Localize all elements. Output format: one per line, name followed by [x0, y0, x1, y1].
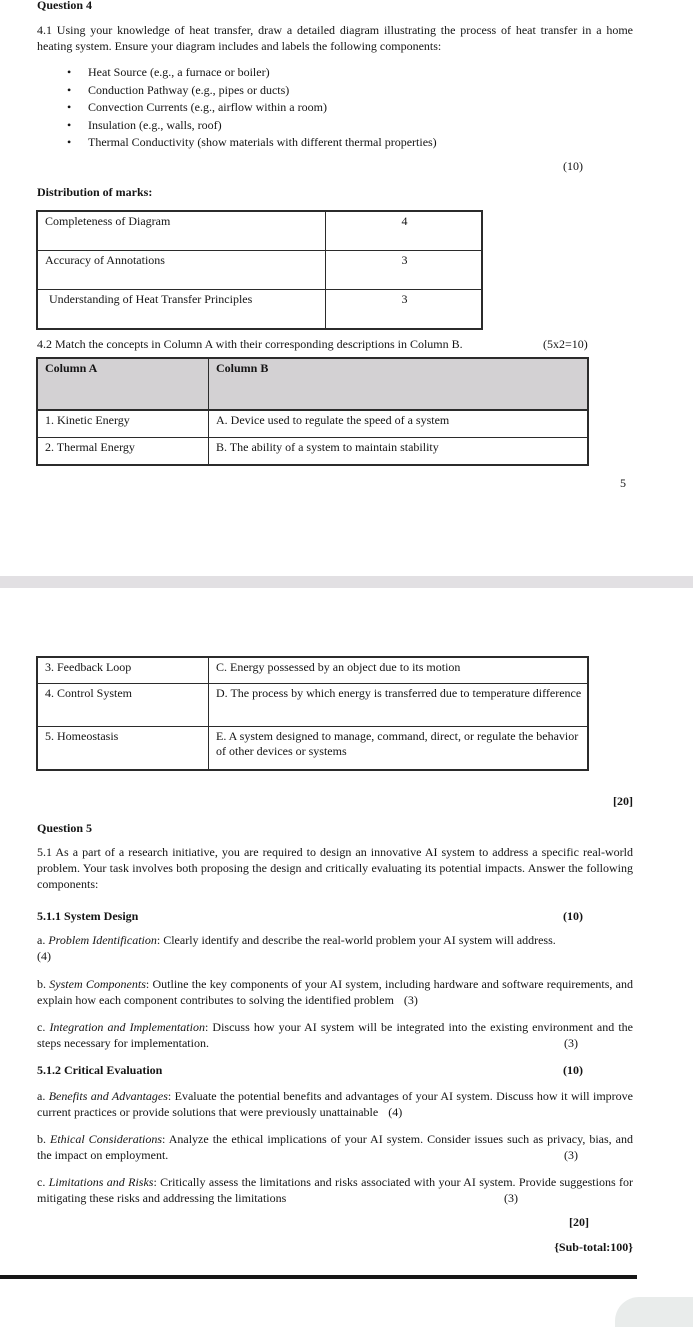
criterion-cell: Accuracy of Annotations	[37, 251, 326, 290]
matching-table-page2	[36, 656, 589, 771]
design-item-c	[37, 1019, 633, 1051]
concept-cell: 3. Feedback Loop	[37, 657, 209, 684]
concept-cell: 4. Control System	[37, 684, 209, 727]
page-separator-band	[0, 576, 693, 588]
description-cell: D. The process by which energy is transferred due to temperature difference	[209, 684, 589, 727]
bullet-item: • Convection Currents (e.g., airflow within a room)	[65, 99, 610, 117]
section-5-1-2-row	[37, 1062, 633, 1078]
eval-item-b	[37, 1131, 633, 1163]
question-4-heading: Question 4	[37, 0, 93, 12]
item-text: : Evaluate the potential benefits and advantages of your AI system. Discuss how it will improve current practices or provide solutions that were previously unattainable	[37, 1089, 633, 1119]
question-4-2-text: 4.2 Match the concepts in Column A with their corresponding descriptions in Column B.	[37, 337, 463, 351]
bottom-divider-rule	[0, 1275, 637, 1279]
question-4-1-text: 4.1 Using your knowledge of heat transfer, draw a detailed diagram illustrating the process of heat transfer in a home heating system. Ensure your diagram includes and labels the following components:	[37, 23, 633, 53]
item-prefix: a.	[37, 933, 49, 947]
subtotal-label: {Sub-total:100}	[554, 1240, 633, 1254]
bullet-item: • Conduction Pathway (e.g., pipes or ducts)	[65, 82, 610, 100]
matching-table-page1	[36, 357, 589, 466]
item-term: Ethical Considerations	[50, 1132, 163, 1146]
section-5-1-1-marks: (10)	[563, 909, 583, 923]
item-prefix: b.	[37, 977, 50, 991]
concept-cell: 2. Thermal Energy	[37, 438, 209, 466]
item-marks: (3)	[564, 1036, 578, 1050]
table-row	[37, 410, 588, 438]
criterion-cell: Understanding of Heat Transfer Principles	[37, 290, 326, 330]
table-row	[37, 684, 588, 727]
eval-item-c	[37, 1174, 633, 1206]
item-text: : Discuss how your AI system will be integrated into the existing environment and the steps necessary for implementation.	[37, 1020, 634, 1050]
item-marks: (3)	[403, 993, 418, 1007]
column-a-header: Column A	[37, 358, 209, 410]
floating-corner-element[interactable]	[615, 1297, 693, 1327]
item-term: System Components	[49, 977, 146, 991]
section-5-1-2-heading: 5.1.2 Critical Evaluation	[37, 1063, 163, 1077]
item-marks: (3)	[504, 1191, 518, 1205]
marks-cell: 4	[326, 211, 483, 251]
question-5-total-marks: [20]	[569, 1215, 589, 1229]
item-marks: (4)	[388, 1105, 403, 1119]
question-5-heading: Question 5	[37, 821, 93, 835]
design-item-b	[37, 976, 633, 1008]
description-cell: C. Energy possessed by an object due to its motion	[209, 657, 589, 684]
item-text: : Critically assess the limitations and risks associated with your AI system. Provide suggestions for mitigating these risks and addressing the limitations	[37, 1175, 633, 1205]
item-prefix: c.	[37, 1175, 49, 1189]
design-item-a	[37, 932, 633, 964]
marks-cell: 3	[326, 251, 483, 290]
item-text: : Analyze the ethical implications of your AI system. Consider issues such as privacy, bias, and the impact on employment.	[37, 1132, 634, 1162]
section-5-1-1-row	[37, 908, 633, 924]
table-row	[37, 290, 482, 330]
section-5-1-2-marks: (10)	[563, 1063, 583, 1077]
item-marks: (4)	[37, 949, 51, 963]
item-prefix: a.	[37, 1089, 49, 1103]
component-bullet-list	[65, 64, 610, 152]
item-term: Problem Identification	[48, 933, 157, 947]
item-term: Integration and Implementation	[49, 1020, 205, 1034]
question-5-1-text: 5.1 As a part of a research initiative, you are required to design an innovative AI system to address a specific real-world problem. Your task involves both proposing the design and critically evaluating its potential impacts. Answer the following components:	[37, 845, 633, 891]
description-cell: B. The ability of a system to maintain stability	[209, 438, 589, 466]
table-row	[37, 438, 588, 466]
item-prefix: c.	[37, 1020, 50, 1034]
concept-cell: 5. Homeostasis	[37, 727, 209, 771]
bullet-item: • Thermal Conductivity (show materials with different thermal properties)	[65, 134, 610, 152]
question-4-1-marks: (10)	[563, 159, 583, 173]
item-term: Benefits and Advantages	[48, 1089, 168, 1103]
item-marks: (3)	[564, 1148, 578, 1162]
question-4-2-marks: (5x2=10)	[543, 337, 588, 351]
question-4-total-marks: [20]	[613, 794, 633, 808]
section-5-1-1-heading: 5.1.1 System Design	[37, 909, 139, 923]
table-header-row	[37, 358, 588, 410]
description-cell: A. Device used to regulate the speed of a system	[209, 410, 589, 438]
eval-item-a	[37, 1088, 633, 1120]
page-number: 5	[620, 476, 626, 490]
item-text: : Clearly identify and describe the real-world problem your AI system will address.	[156, 933, 556, 947]
question-4-2-line	[37, 336, 633, 352]
bullet-item: • Heat Source (e.g., a furnace or boiler)	[65, 64, 610, 82]
criterion-cell: Completeness of Diagram	[37, 211, 326, 251]
column-b-header: Column B	[209, 358, 589, 410]
item-text: : Outline the key components of your AI system, including hardware and software requirements, and explain how each component contributes to solving the identified problem	[37, 977, 633, 1007]
table-row	[37, 251, 482, 290]
concept-cell: 1. Kinetic Energy	[37, 410, 209, 438]
bullet-item: • Insulation (e.g., walls, roof)	[65, 117, 610, 135]
description-cell: E. A system designed to manage, command, direct, or regulate the behavior of other devices or systems	[209, 727, 589, 771]
marks-cell: 3	[326, 290, 483, 330]
distribution-of-marks-heading: Distribution of marks:	[37, 185, 153, 199]
item-term: Limitations and Risks	[48, 1175, 154, 1189]
item-prefix: b.	[37, 1132, 51, 1146]
table-row	[37, 727, 588, 771]
marks-distribution-table	[36, 210, 483, 330]
table-row	[37, 657, 588, 684]
table-row	[37, 211, 482, 251]
